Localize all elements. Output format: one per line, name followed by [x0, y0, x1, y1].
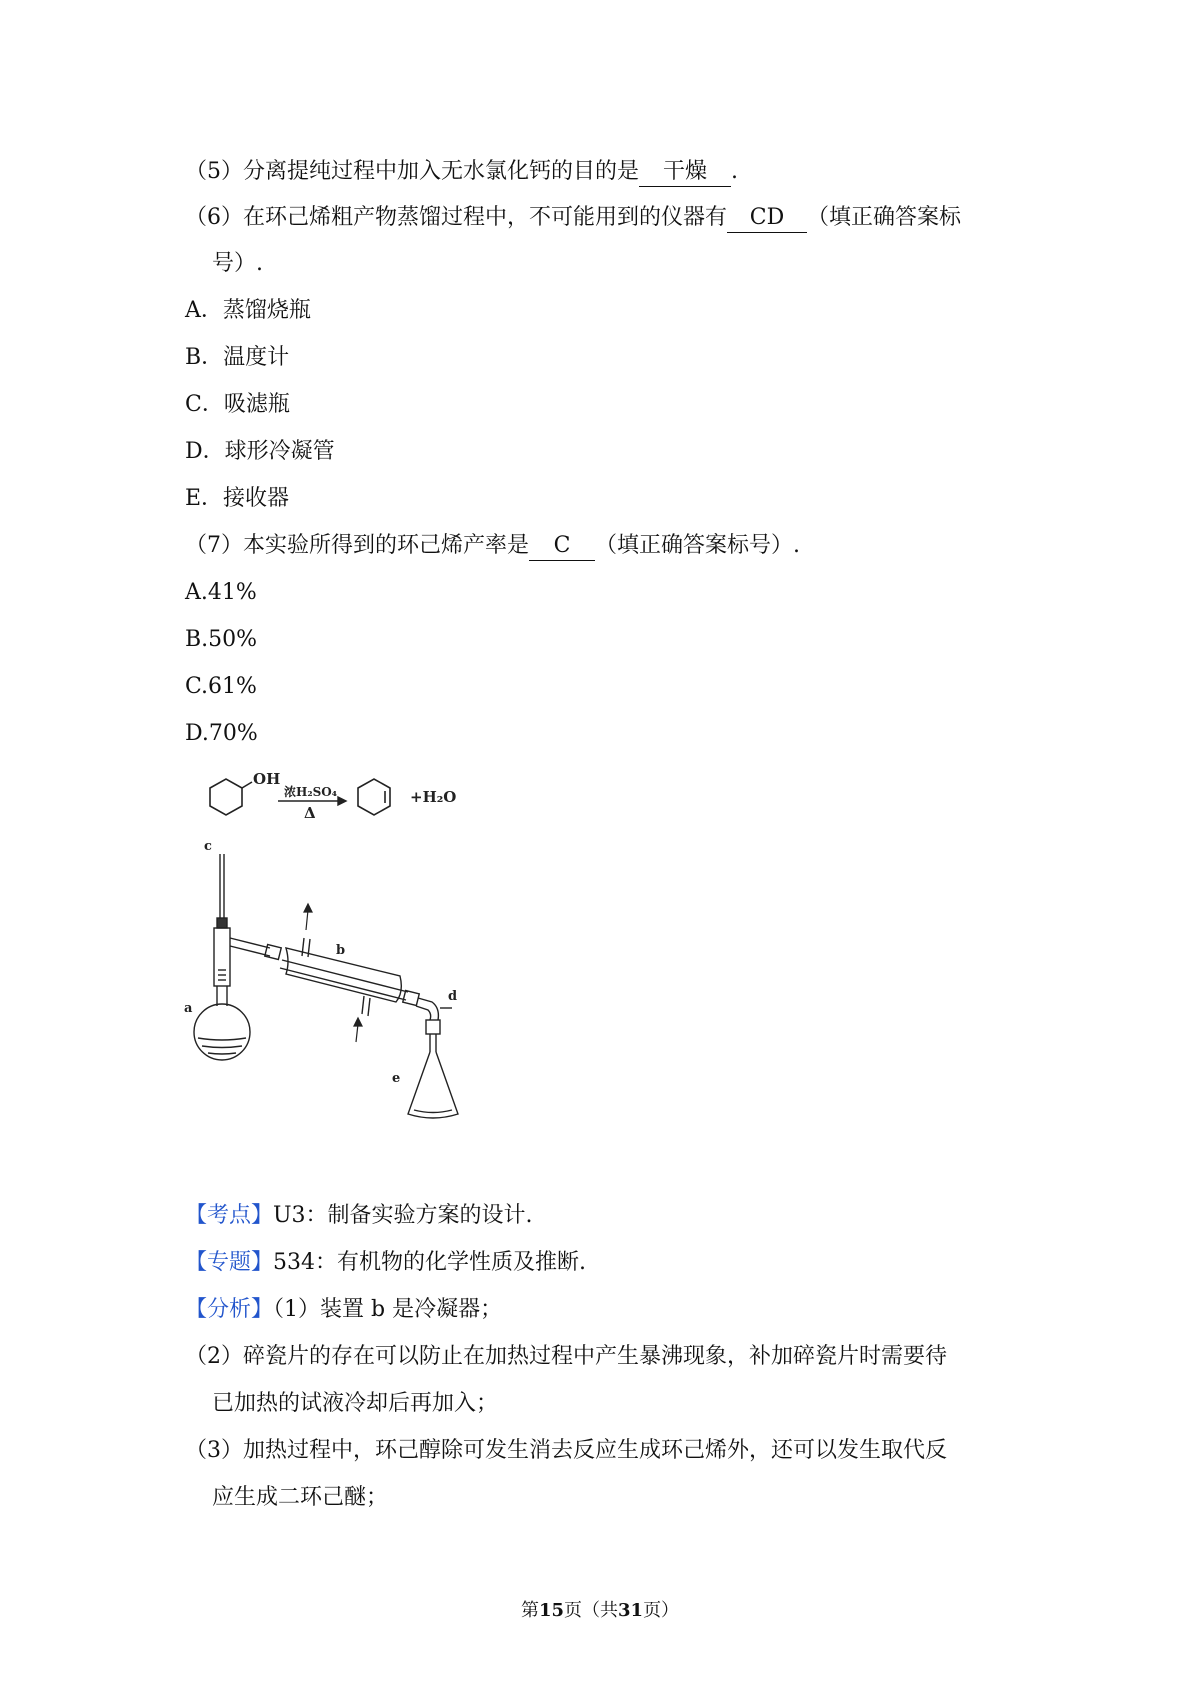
zhuanti-line	[185, 1248, 586, 1278]
yield-option-d: D.70%	[185, 721, 258, 746]
question-6-suffix: （填正确答案标	[807, 205, 962, 230]
cyclohexene-structure	[358, 779, 390, 815]
kaodian-line	[185, 1201, 533, 1231]
option-c: C．吸滤瓶	[185, 392, 290, 417]
page-footer	[0, 1599, 1200, 1623]
option-e: E．接收器	[185, 486, 290, 511]
question-6-text: （6）在环己烯粗产物蒸馏过程中，不可能用到的仪器有	[185, 205, 727, 230]
question-7-suffix: （填正确答案标号）.	[595, 533, 800, 558]
analysis-3-line-2: 应生成二环己醚；	[212, 1485, 389, 1510]
footer-page-number: 15	[538, 1600, 564, 1621]
option-d: D．球形冷凝管	[185, 439, 335, 464]
question-6-continuation: 号）.	[212, 251, 263, 276]
yield-option-a: A.41%	[185, 580, 257, 605]
apparatus-figure	[184, 770, 530, 1140]
analysis-2-line-1: （2）碎瓷片的存在可以防止在加热过程中产生暴沸现象，补加碎瓷片时需要待	[185, 1344, 947, 1369]
reagent-label: 浓H₂SO₄	[284, 785, 337, 799]
footer-mid: 页（共	[564, 1600, 618, 1621]
fenxi-tag: 【分析】	[185, 1297, 274, 1322]
kaodian-tag: 【考点】	[185, 1203, 274, 1228]
oh-label: OH	[253, 770, 281, 788]
yield-option-c: C.61%	[185, 674, 257, 699]
analysis-2-line-2: 已加热的试液冷却后再加入；	[212, 1391, 499, 1416]
footer-pre: 第	[520, 1600, 539, 1621]
fenxi-line	[185, 1295, 502, 1325]
question-6-answer: CD	[727, 204, 807, 233]
fenxi-text: （1）装置 b 是冷凝器；	[273, 1297, 503, 1322]
heat-symbol: Δ	[304, 804, 316, 822]
kaodian-text: U3：制备实验方案的设计.	[273, 1203, 533, 1228]
footer-post: 页）	[643, 1600, 680, 1621]
yield-option-b: B.50%	[185, 627, 258, 652]
apparatus-drawing	[194, 854, 458, 1118]
question-5-suffix: .	[731, 159, 738, 184]
water-product: +H₂O	[410, 788, 457, 806]
label-a: a	[184, 1001, 193, 1016]
option-b: B．温度计	[185, 345, 290, 370]
question-7-answer: C	[529, 532, 595, 561]
question-7-text: （7）本实验所得到的环己烯产率是	[185, 533, 529, 558]
question-7	[185, 531, 800, 561]
label-d: d	[448, 989, 458, 1004]
label-c: c	[204, 839, 212, 854]
option-a: A．蒸馏烧瓶	[185, 298, 311, 323]
analysis-3-line-1: （3）加热过程中，环己醇除可发生消去反应生成环己烯外，还可以发生取代反	[185, 1438, 947, 1463]
label-b: b	[336, 943, 346, 958]
question-5-answer: 干燥	[639, 158, 731, 187]
zhuanti-text: 534：有机物的化学性质及推断.	[273, 1250, 587, 1275]
cyclohexanol-structure	[210, 779, 252, 815]
zhuanti-tag: 【专题】	[185, 1250, 274, 1275]
footer-total-pages: 31	[618, 1600, 644, 1621]
question-6	[185, 203, 961, 233]
question-5	[185, 157, 738, 187]
question-5-text: （5）分离提纯过程中加入无水氯化钙的目的是	[185, 159, 639, 184]
label-e: e	[392, 1071, 401, 1086]
